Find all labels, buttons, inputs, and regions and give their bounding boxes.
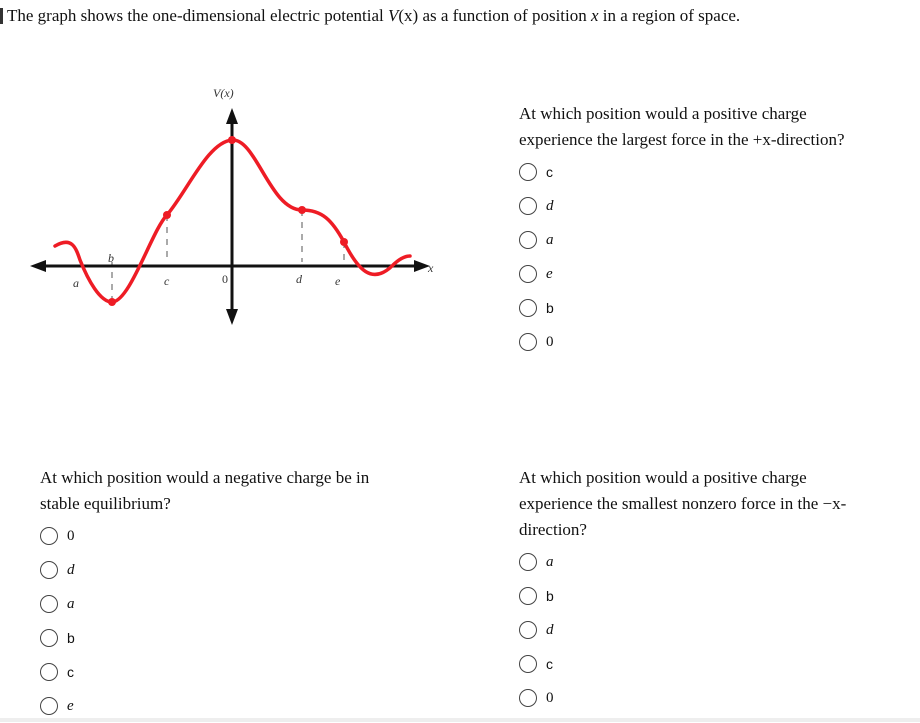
option-label: c bbox=[546, 656, 553, 672]
label-b: b bbox=[108, 251, 114, 265]
question-1-text bbox=[519, 101, 845, 153]
point-c-marker bbox=[163, 211, 171, 219]
option-label: a bbox=[546, 554, 554, 570]
q2-option-c[interactable] bbox=[40, 655, 369, 689]
radio-button[interactable] bbox=[40, 697, 58, 715]
q1-option-a[interactable] bbox=[519, 223, 845, 257]
option-label: d bbox=[67, 562, 75, 578]
q2-option-a[interactable] bbox=[40, 587, 369, 621]
option-label: a bbox=[67, 596, 75, 612]
q1-option-0[interactable] bbox=[519, 325, 845, 359]
q3-option-c[interactable] bbox=[519, 647, 846, 681]
q2-option-d[interactable] bbox=[40, 553, 369, 587]
intro-text-end: in a region of space. bbox=[598, 6, 741, 25]
radio-button[interactable] bbox=[519, 553, 537, 571]
option-label: e bbox=[67, 698, 74, 714]
x-axis-label: x bbox=[428, 261, 434, 275]
intro-x-symbol: x bbox=[591, 6, 599, 25]
radio-button[interactable] bbox=[519, 689, 537, 707]
bottom-divider bbox=[0, 718, 920, 722]
radio-button[interactable] bbox=[519, 299, 537, 317]
question-1-line-2: experience the largest force in the +x-direction? bbox=[519, 130, 845, 149]
q1-option-d[interactable] bbox=[519, 189, 845, 223]
option-label: 0 bbox=[67, 528, 75, 544]
q1-option-e[interactable] bbox=[519, 257, 845, 291]
q3-option-d[interactable] bbox=[519, 613, 846, 647]
label-zero: 0 bbox=[222, 272, 228, 286]
point-e-marker bbox=[340, 238, 348, 246]
potential-graph bbox=[0, 80, 470, 330]
q3-option-0[interactable] bbox=[519, 681, 846, 715]
q2-option-0[interactable] bbox=[40, 519, 369, 553]
radio-button[interactable] bbox=[40, 595, 58, 613]
radio-button[interactable] bbox=[519, 265, 537, 283]
intro-text-middle: as a function of position bbox=[418, 6, 591, 25]
radio-button[interactable] bbox=[519, 231, 537, 249]
question-3-line-2: experience the smallest nonzero force in the −x- bbox=[519, 494, 847, 513]
option-label: b bbox=[67, 630, 75, 646]
point-d-marker bbox=[298, 206, 306, 214]
point-b-marker bbox=[108, 298, 116, 306]
label-c: c bbox=[164, 274, 170, 288]
radio-button[interactable] bbox=[519, 197, 537, 215]
label-e: e bbox=[335, 274, 341, 288]
option-label: c bbox=[546, 164, 553, 180]
problem-intro bbox=[7, 5, 740, 27]
q1-option-c[interactable] bbox=[519, 155, 845, 189]
radio-button[interactable] bbox=[519, 621, 537, 639]
radio-button[interactable] bbox=[519, 655, 537, 673]
x-axis-left-arrow bbox=[30, 260, 46, 272]
option-label: 0 bbox=[546, 334, 554, 350]
radio-button[interactable] bbox=[40, 527, 58, 545]
option-label: 0 bbox=[546, 690, 554, 706]
radio-button[interactable] bbox=[519, 587, 537, 605]
question-1 bbox=[519, 101, 845, 359]
option-label: d bbox=[546, 622, 554, 638]
option-label: a bbox=[546, 232, 554, 248]
radio-button[interactable] bbox=[40, 561, 58, 579]
question-1-line-1: At which position would a positive charge bbox=[519, 104, 807, 123]
question-3-line-1: At which position would a positive charge bbox=[519, 468, 807, 487]
question-2-line-1: At which position would a negative charge be in bbox=[40, 468, 370, 487]
q2-option-b[interactable] bbox=[40, 621, 369, 655]
question-3-line-3: direction? bbox=[519, 520, 587, 539]
option-label: b bbox=[546, 588, 554, 604]
option-label: d bbox=[546, 198, 554, 214]
q3-option-a[interactable] bbox=[519, 545, 846, 579]
option-label: c bbox=[67, 664, 74, 680]
point-zero-marker bbox=[228, 136, 236, 144]
radio-button[interactable] bbox=[40, 663, 58, 681]
y-axis-label: V(x) bbox=[213, 86, 234, 100]
intro-v-symbol: V bbox=[387, 6, 399, 25]
question-2 bbox=[40, 465, 369, 723]
y-axis-up-arrow bbox=[226, 108, 238, 124]
option-label: e bbox=[546, 266, 553, 282]
question-2-line-2: stable equilibrium? bbox=[40, 494, 171, 513]
radio-button[interactable] bbox=[519, 333, 537, 351]
intro-text-start: The graph shows the one-dimensional electric potential bbox=[7, 6, 388, 25]
left-edge-marker bbox=[0, 8, 3, 24]
q1-option-b[interactable] bbox=[519, 291, 845, 325]
radio-button[interactable] bbox=[40, 629, 58, 647]
q3-option-b[interactable] bbox=[519, 579, 846, 613]
question-3 bbox=[519, 465, 846, 715]
y-axis-down-arrow bbox=[226, 309, 238, 325]
question-2-text bbox=[40, 465, 369, 517]
graph-guides bbox=[112, 210, 344, 302]
label-d: d bbox=[296, 272, 302, 286]
option-label: b bbox=[546, 300, 554, 316]
label-a: a bbox=[73, 276, 79, 290]
intro-v-arg: (x) bbox=[398, 6, 419, 25]
question-3-text bbox=[519, 465, 846, 543]
radio-button[interactable] bbox=[519, 163, 537, 181]
